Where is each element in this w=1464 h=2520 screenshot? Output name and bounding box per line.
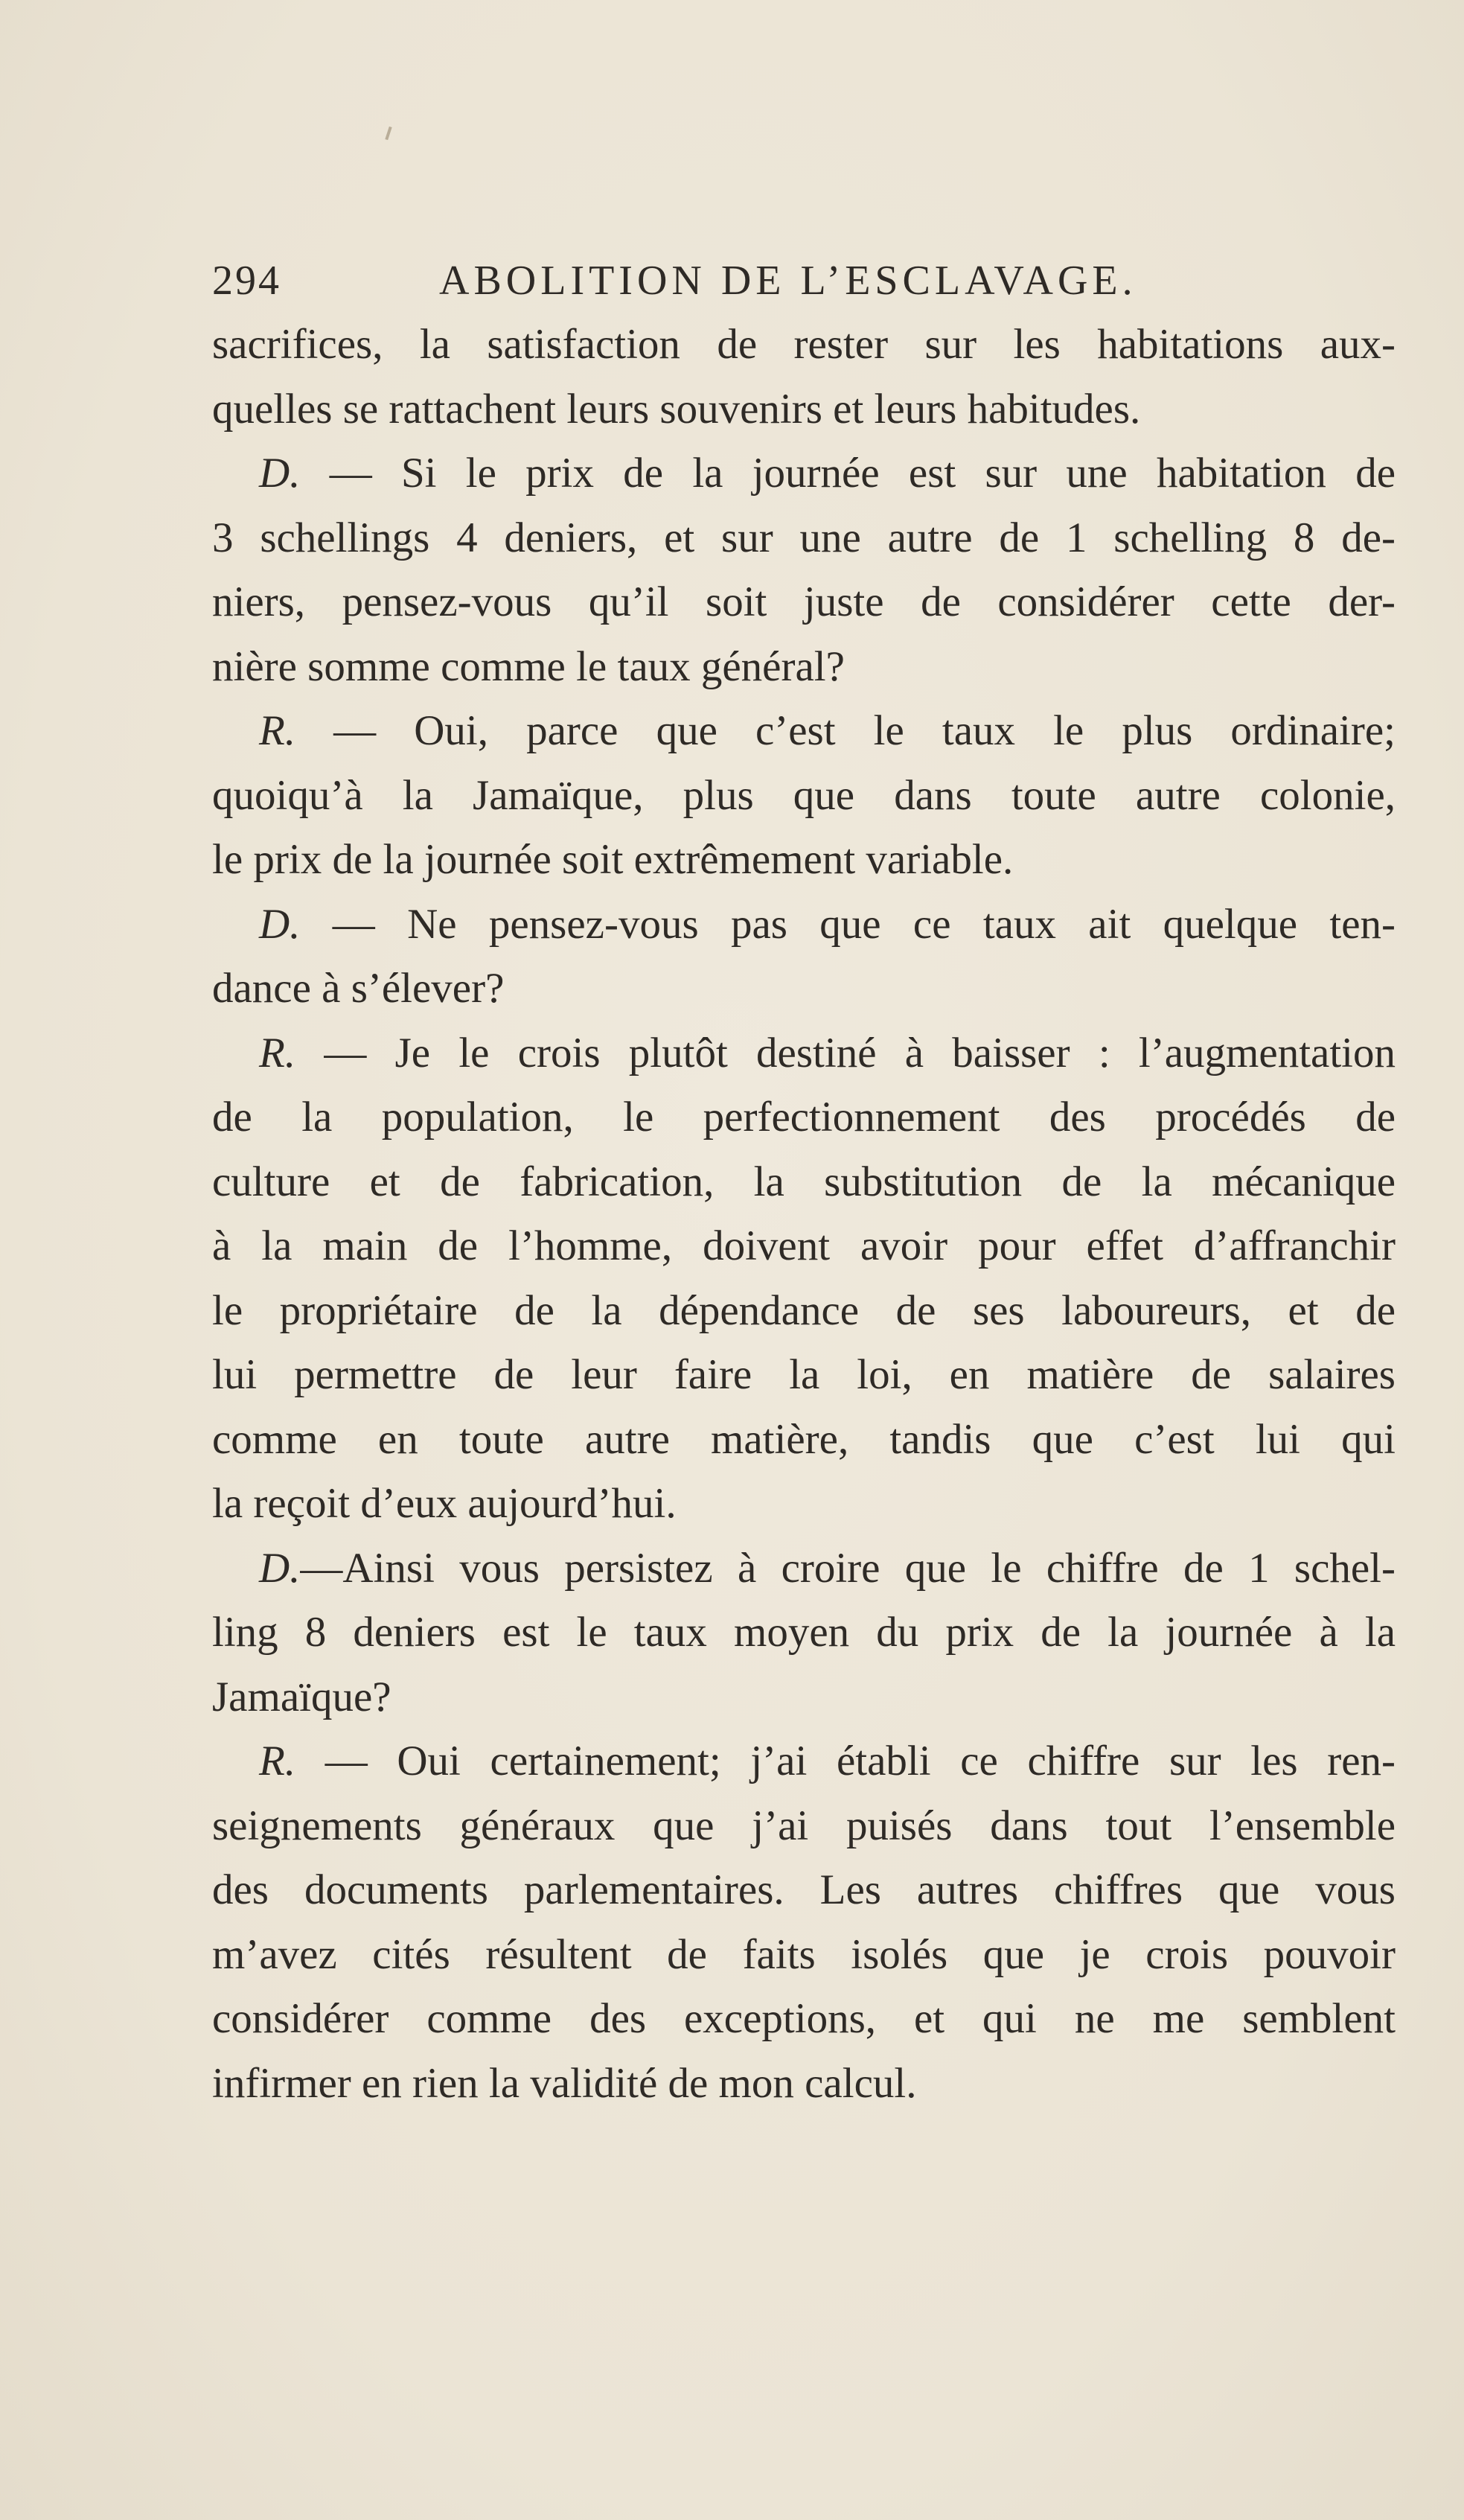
- speaker-label: R.: [259, 1738, 296, 1784]
- speaker-label: D.: [259, 450, 301, 497]
- line-text: considérer comme des exceptions, et qui ne me semblent: [212, 1995, 1396, 2042]
- text-line: [212, 1601, 1396, 1665]
- line-text: à la main de l’homme, doivent avoir pour effet d’affranchir: [212, 1222, 1396, 1269]
- text-line: [212, 570, 1396, 635]
- text-line: [212, 2052, 1396, 2117]
- text-line: [212, 828, 1396, 893]
- text-line: [212, 764, 1396, 829]
- text-line: [212, 699, 1396, 764]
- page-number: 294: [212, 258, 281, 304]
- text-line: [212, 1729, 1396, 1794]
- text-line: [212, 1150, 1396, 1215]
- line-text: — Oui, parce que c’est le taux le plus ordinaire;: [295, 707, 1396, 754]
- text-line: [212, 635, 1396, 700]
- line-text: le prix de la journée soit extrêmement variable.: [212, 836, 1014, 883]
- speaker-label: R.: [259, 1029, 296, 1076]
- line-text: — Si le prix de la journée est sur une habitation de: [300, 450, 1396, 497]
- line-text: seignements généraux que j’ai puisés dans tout l’ensemble: [212, 1802, 1396, 1849]
- speaker-label: D.: [259, 900, 301, 948]
- line-text: infirmer en rien la validité de mon calcul.: [212, 2059, 917, 2107]
- text-line: [212, 1343, 1396, 1408]
- text-block: [212, 249, 1396, 2116]
- text-line: [212, 506, 1396, 571]
- line-text: m’avez cités résultent de faits isolés que je crois pouvoir: [212, 1930, 1396, 1978]
- text-line: [212, 313, 1396, 377]
- line-text: niers, pensez-vous qu’il soit juste de considérer cette der-: [212, 578, 1396, 625]
- text-line: [212, 1987, 1396, 2052]
- line-text: — Ne pensez-vous pas que ce taux ait quelque ten-: [300, 900, 1396, 948]
- line-text: quelles se rattachent leurs souvenirs et leurs habitudes.: [212, 385, 1141, 433]
- text-line: [212, 1408, 1396, 1473]
- text-line: [212, 441, 1396, 506]
- line-text: Jamaïque?: [212, 1673, 391, 1720]
- line-text: sacrifices, la satisfaction de rester sur les habitations aux-: [212, 321, 1396, 368]
- running-head: [212, 249, 1396, 313]
- line-text: — Oui certainement; j’ai établi ce chiffre sur les ren-: [295, 1738, 1396, 1784]
- text-line: [212, 1085, 1396, 1150]
- text-line: [212, 1021, 1396, 1086]
- speaker-label: D.: [259, 1544, 301, 1592]
- line-text: comme en toute autre matière, tandis que c’est lui qui: [212, 1415, 1396, 1463]
- stray-ink-mark: [385, 127, 391, 140]
- text-line: [212, 1665, 1396, 1730]
- text-line: [212, 1472, 1396, 1537]
- text-line: [212, 1214, 1396, 1279]
- line-text: des documents parlementaires. Les autres chiffres que vous: [212, 1866, 1396, 1913]
- text-line: [212, 1279, 1396, 1344]
- line-text: ling 8 deniers est le taux moyen du prix de la journée à la: [212, 1609, 1396, 1656]
- speaker-label: R.: [259, 707, 296, 754]
- line-text: le propriétaire de la dépendance de ses laboureurs, et de: [212, 1286, 1396, 1334]
- line-text: culture et de fabrication, la substitution de la mécanique: [212, 1158, 1396, 1205]
- line-text: de la population, le perfectionnement des procédés de: [212, 1094, 1396, 1141]
- text-line: [212, 1923, 1396, 1988]
- text-line: [212, 957, 1396, 1021]
- running-title: ABOLITION DE L’ESCLAVAGE.: [439, 258, 1137, 304]
- text-line: [212, 377, 1396, 442]
- line-text: quoiqu’à la Jamaïque, plus que dans toute autre colonie,: [212, 771, 1396, 819]
- line-text: dance à s’élever?: [212, 965, 505, 1012]
- line-text: la reçoit d’eux aujourd’hui.: [212, 1480, 677, 1527]
- text-line: [212, 893, 1396, 957]
- line-text: — Je le crois plutôt destiné à baisser : l’augmentation: [295, 1029, 1396, 1076]
- line-text: lui permettre de leur faire la loi, en matière de salaires: [212, 1351, 1396, 1398]
- body-text: [212, 313, 1396, 2116]
- line-text: —Ainsi vous persistez à croire que le chiffre de 1 schel-: [300, 1544, 1396, 1592]
- text-line: [212, 1858, 1396, 1923]
- text-line: [212, 1537, 1396, 1601]
- line-text: 3 schellings 4 deniers, et sur une autre de 1 schelling 8 de-: [212, 514, 1396, 561]
- text-line: [212, 1794, 1396, 1859]
- line-text: nière somme comme le taux général?: [212, 642, 845, 690]
